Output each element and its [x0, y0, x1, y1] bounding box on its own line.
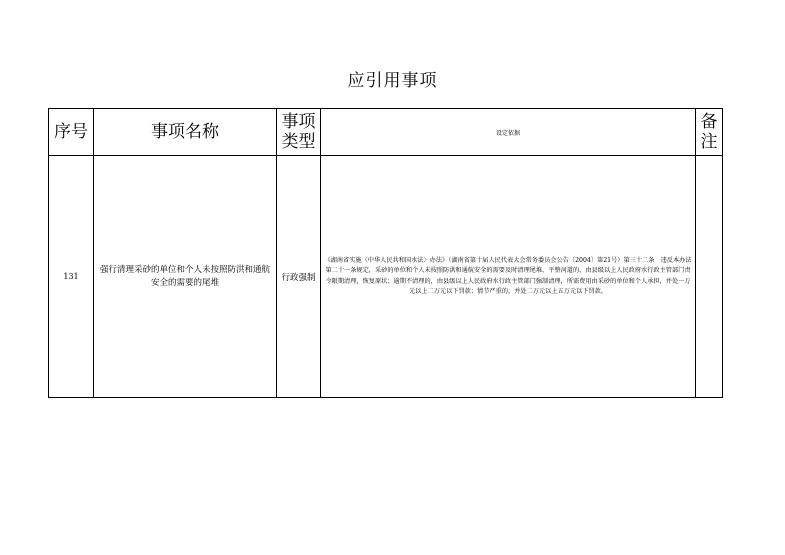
header-basis: 设定依据 — [321, 109, 696, 156]
header-seq: 序号 — [49, 109, 94, 156]
row-note — [696, 156, 723, 398]
header-type: 事项类型 — [277, 109, 321, 156]
row-seq: 131 — [49, 156, 94, 398]
row-name: 强行清理采砂的单位和个人未按照防洪和通航安全的需要的尾堆 — [94, 156, 277, 398]
table-header-row — [49, 109, 723, 156]
header-name: 事项名称 — [94, 109, 277, 156]
matters-table — [48, 108, 723, 398]
row-type: 行政强制 — [277, 156, 321, 398]
header-note: 备注 — [696, 109, 723, 156]
table-row — [49, 156, 723, 398]
row-basis: 《湖南省实施〈中华人民共和国水法〉办法》（湖南省第十届人民代表大会常务委员会公告〔2004〕第21号）第三十二条 违反本办法第二十一条规定，采砂的单位和个人未按照防洪和通航安全的需要及时清理尾堆、平整河道的，由县级以上人民政府水行政主管部门责令限期清理，恢复原状；逾期不清理的，由县级以上人民政府水行政主管部门强制清理，所需费用由采砂的单位和个人承担，并处一万元以上二万元以下罚款；情节严重的，并处二万元以上五万元以下罚款。 — [321, 156, 696, 398]
page-title: 应引用事项 — [347, 71, 438, 91]
